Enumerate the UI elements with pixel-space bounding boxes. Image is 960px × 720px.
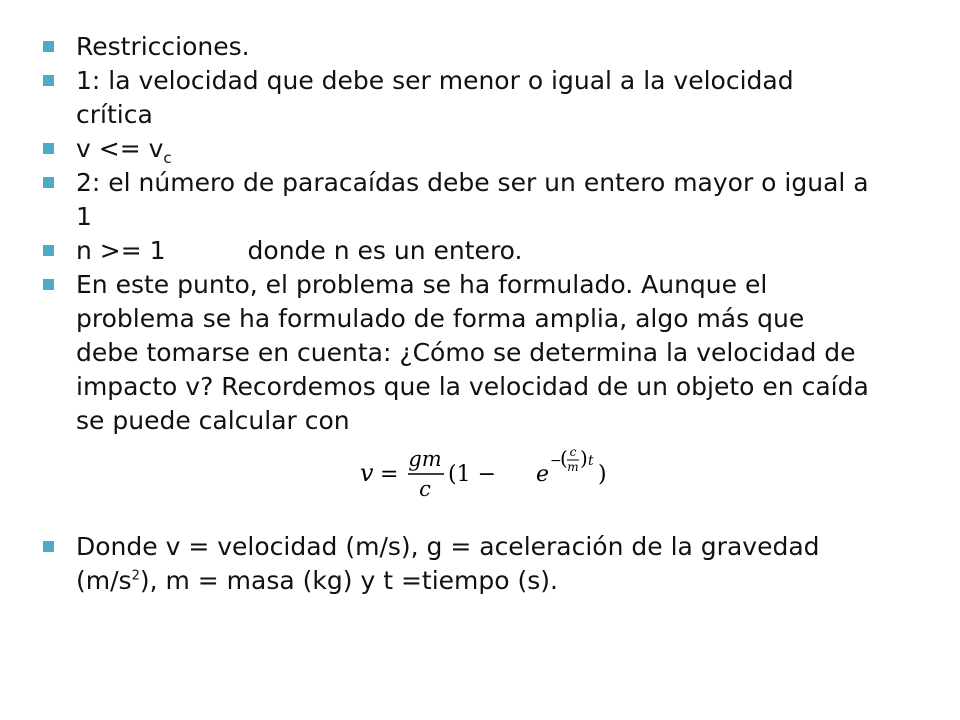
formula-base: e <box>536 462 550 487</box>
bullet-text: 1: la velocidad que debe ser menor o igual a la velocidad crítica <box>76 66 794 129</box>
formula-exp-sign: − <box>550 453 562 469</box>
bullet-marker <box>43 541 54 552</box>
formula-denominator: c <box>419 477 431 501</box>
bullet-list <box>40 30 870 598</box>
bullet-definitions <box>40 530 870 598</box>
bullet-text: Restricciones. <box>76 32 250 61</box>
bullet-problem-formulated <box>40 268 870 438</box>
bullet-velocity-inequality <box>40 132 870 166</box>
critical-subscript: c <box>163 149 172 167</box>
formula-exp-var: t <box>588 453 594 469</box>
bullet-restriction-2 <box>40 166 870 234</box>
bullet-marker <box>43 41 54 52</box>
definitions-text-b: ), m = masa (kg) y t =tiempo (s). <box>139 566 558 595</box>
formula-exp-paren-close: ) <box>580 446 588 470</box>
formula-exp-numerator: c <box>569 445 577 459</box>
formula-paren-open: (1 − <box>448 462 497 487</box>
bullet-marker <box>43 177 54 188</box>
formula-numerator: gm <box>408 447 442 471</box>
bullet-marker <box>43 279 54 290</box>
definitions-text-a: Donde v = velocidad (m/s), g = aceleración de la gravedad (m/s <box>76 532 820 595</box>
formula-exp-paren-open: ( <box>560 446 568 470</box>
formula-row <box>40 438 870 530</box>
bullet-restrictions <box>40 30 870 64</box>
inequality-text: v <= v <box>76 134 164 163</box>
bullet-text: En este punto, el problema se ha formulado. Aunque el problema se ha formulado de forma amplia, algo más que debe tomarse en cuenta: ¿Cómo se determina la velocidad de impacto v? Recordemos que la velocidad de un objeto en caída se puede calcular con <box>76 270 869 435</box>
bullet-text: 2: el número de paracaídas debe ser un entero mayor o igual a 1 <box>76 168 869 231</box>
bullet-marker <box>43 75 54 86</box>
bullet-marker <box>43 245 54 256</box>
formula-equals: = <box>380 462 399 487</box>
velocity-formula <box>358 440 658 510</box>
formula-exp-denominator: m <box>567 460 579 474</box>
bullet-marker <box>43 143 54 154</box>
bullet-restriction-1 <box>40 64 870 132</box>
inequality-text: n >= 1 <box>76 236 166 265</box>
inequality-note: donde n es un entero. <box>247 236 523 265</box>
squared-superscript: 2 <box>131 568 140 584</box>
bullet-parachute-inequality <box>40 234 870 268</box>
formula-svg <box>358 440 658 510</box>
formula-paren-close: ) <box>598 462 607 487</box>
formula-lhs: v <box>360 459 374 487</box>
